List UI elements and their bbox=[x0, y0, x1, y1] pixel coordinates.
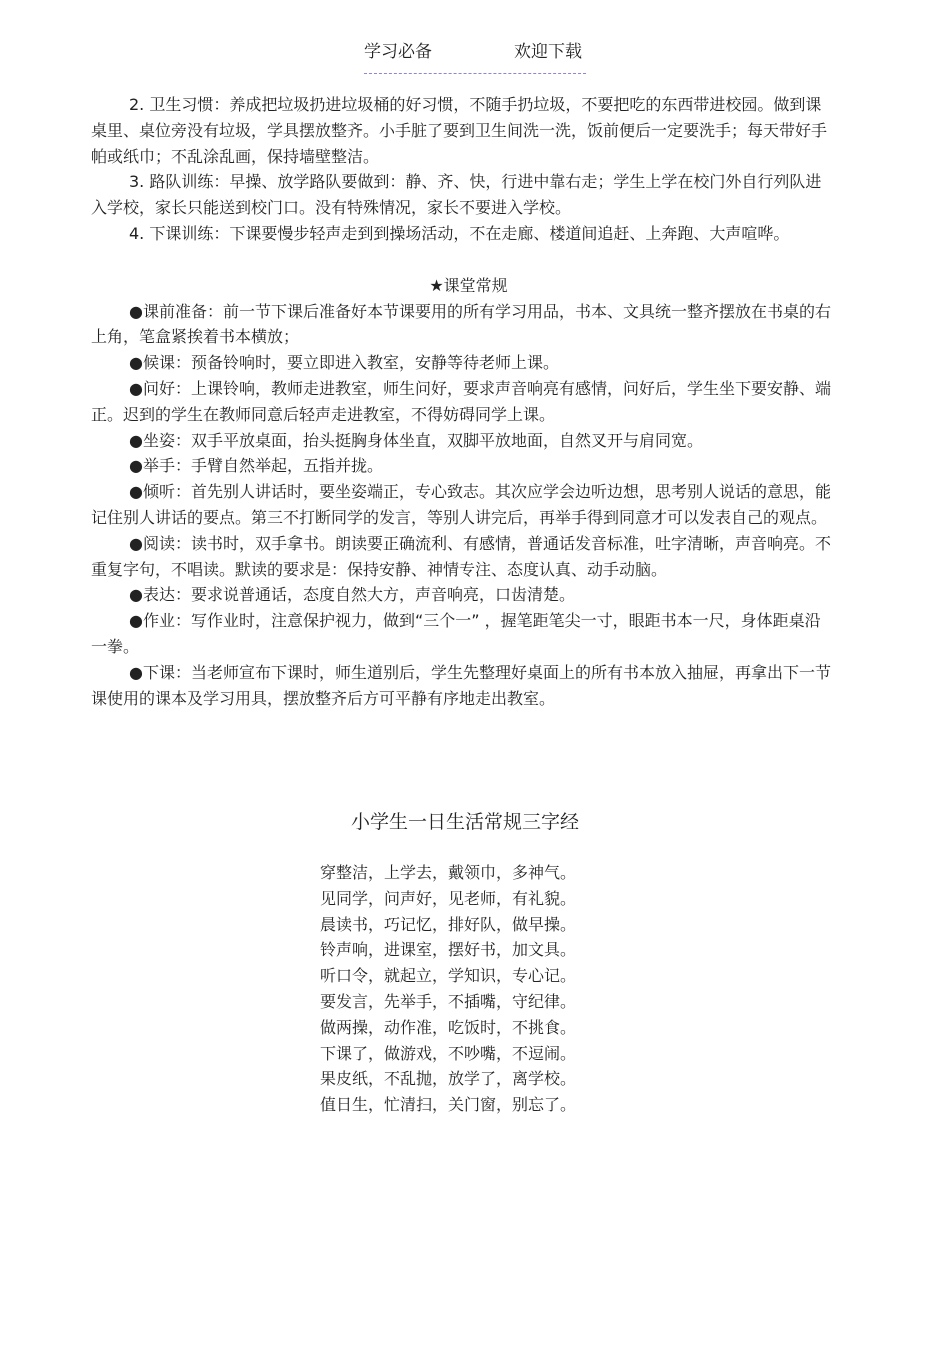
page-header bbox=[0, 40, 950, 74]
poem-line: 要发言，先举手，不插嘴，守纪律。 bbox=[320, 991, 577, 1011]
habit-paragraph-recess: 4. 下课训练：下课要慢步轻声走到到操场活动，不在走廊、楼道间追赶、上奔跑、大声喧哗。 bbox=[129, 223, 790, 243]
poem-line: 见同学，问声好，见老师，有礼貌。 bbox=[320, 888, 577, 908]
poem-line: 果皮纸，不乱抛，放学了，离学校。 bbox=[320, 1069, 577, 1089]
habit-paragraph-line-up: 3. 路队训练：早操、放学路队要做到：静、齐、快，行进中靠右走；学生上学在校门外自行列队进入学校，家长只能送到校门口。没有特殊情况，家长不要进入学校。 bbox=[91, 172, 822, 218]
rule-listening: ●倾听：首先别人讲话时，要坐姿端正，专心致志。其次应学会边听边想，思考别人说话的意思，能记住别人讲话的要点。第三不打断同学的发言，等别人讲完后，再举手得到同意才可以发表自己的观点。 bbox=[91, 482, 831, 527]
poem-line: 做两操，动作准，吃饭时，不挑食。 bbox=[320, 1017, 577, 1037]
header-left-text: 学习必备 bbox=[364, 42, 432, 62]
document-body bbox=[91, 92, 836, 711]
section-title-classroom-rules: ★课堂常规 bbox=[429, 275, 508, 295]
poem-line: 值日生，忙清扫，关门窗，别忘了。 bbox=[320, 1095, 577, 1115]
poem-line: 穿整洁，上学去，戴领巾，多神气。 bbox=[320, 863, 577, 882]
rule-expression: ●表达：要求说普通话，态度自然大方，声音响亮，口齿清楚。 bbox=[129, 585, 575, 605]
poem-line: 晨读书，巧记忆，排好队，做早操。 bbox=[320, 914, 577, 934]
poem-title: 小学生一日生活常规三字经 bbox=[350, 811, 579, 833]
rule-homework: ●作业：写作业时，注意保护视力，做到“三个一” ，握笔距笔尖一寸，眼距书本一尺，身体距桌沿一拳。 bbox=[91, 611, 821, 656]
header-right-text: 欢迎下载 bbox=[514, 42, 582, 62]
header-bar bbox=[364, 40, 586, 74]
rule-waiting: ●候课：预备铃响时，要立即进入教室，安静等待老师上课。 bbox=[129, 353, 559, 373]
rule-posture: ●坐姿：双手平放桌面，抬头挺胸身体坐直，双脚平放地面，自然叉开与肩同宽。 bbox=[129, 430, 703, 450]
section-spacer bbox=[91, 247, 836, 273]
rule-preparation: ●课前准备：前一节下课后准备好本节课要用的所有学习用品，书本、文具统一整齐摆放在书桌的右上角，笔盒紧挨着书本横放； bbox=[91, 301, 831, 347]
rule-dismissal: ●下课：当老师宣布下课时，师生道别后，学生先整理好桌面上的所有书本放入抽屉，再拿出下一节课使用的课本及学习用具，摆放整齐后方可平静有序地走出教室。 bbox=[91, 662, 831, 708]
poem-line: 下课了，做游戏，不吵嘴，不逗闹。 bbox=[320, 1043, 577, 1063]
poem-body bbox=[320, 860, 576, 1118]
poem-line: 听口令，就起立，学知识，专心记。 bbox=[320, 966, 577, 986]
rule-raise-hand: ●举手：手臂自然举起，五指并拢。 bbox=[129, 456, 383, 476]
rule-reading: ●阅读：读书时，双手拿书。朗读要正确流利、有感情，普通话发音标准，吐字清晰，声音响亮。不重复字句，不唱读。默读的要求是：保持安静、神情专注、态度认真、动手动脑。 bbox=[91, 533, 831, 579]
poem-line: 铃声响，进课室，摆好书，加文具。 bbox=[320, 940, 577, 960]
rule-greeting: ●问好：上课铃响，教师走进教室，师生问好，要求声音响亮有感情，问好后，学生坐下要安静、端正。迟到的学生在教师同意后轻声走进教室，不得妨碍同学上课。 bbox=[91, 378, 831, 424]
habit-paragraph-hygiene: 2. 卫生习惯：养成把垃圾扔进垃圾桶的好习惯，不随手扔垃圾，不要把吃的东西带进校园。做到课桌里、桌位旁没有垃圾，学具摆放整齐。小手脏了要到卫生间洗一洗，饭前便后一定要洗手；每天带好手帕或纸巾；不乱涂乱画，保持墙壁整洁。 bbox=[91, 95, 828, 166]
